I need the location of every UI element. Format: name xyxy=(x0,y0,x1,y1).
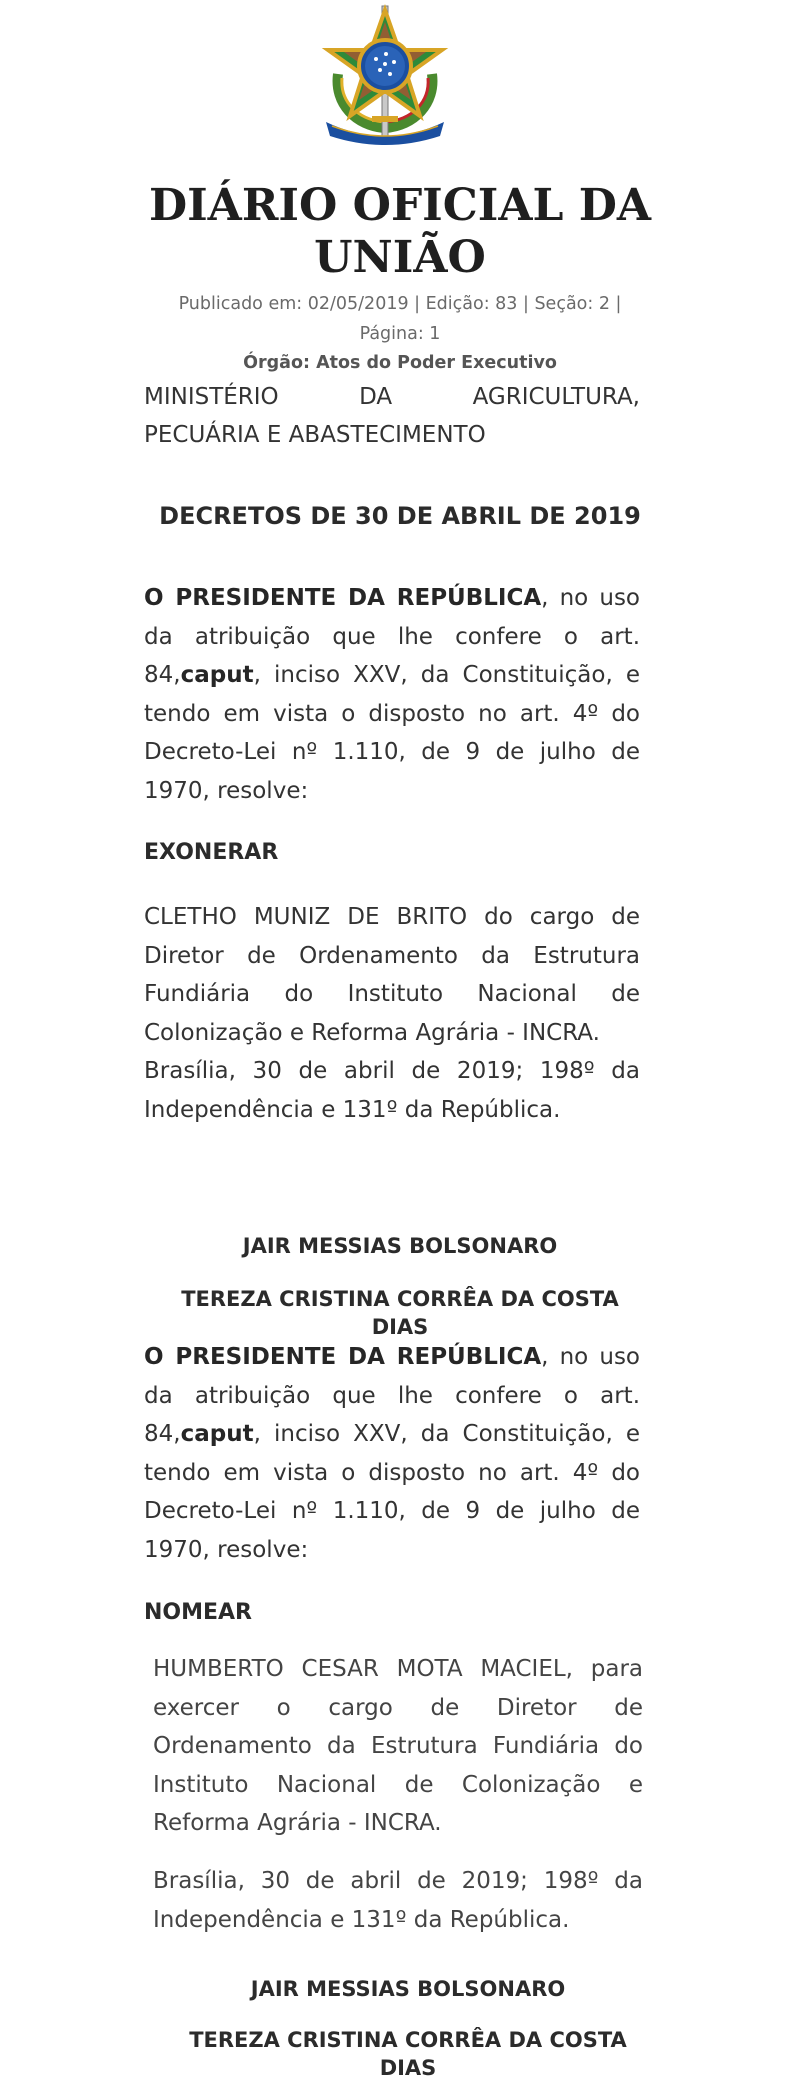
decree2-verb: NOMEAR xyxy=(144,1600,253,1625)
president-label: O PRESIDENTE DA REPÚBLICA xyxy=(144,585,542,611)
ministry-word: MINISTÉRIO xyxy=(144,384,279,410)
decree2-preamble: O PRESIDENTE DA REPÚBLICA, no uso da atribuição que lhe confere o art. 84,caput, inciso XXV, da Constituição, e tendo em vista o disposto no art. 4º do Decreto-Lei nº 1.110, de 9 de julho de 1970, resolve: xyxy=(144,1344,641,1563)
ministry-line2: PECUÁRIA E ABASTECIMENTO xyxy=(144,422,486,448)
publication-meta-line1: Publicado em: 02/05/2019 | Edição: 83 | Seção: 2 | xyxy=(178,294,622,314)
decree-title: DECRETOS DE 30 DE ABRIL DE 2019 xyxy=(159,502,641,530)
president-label: O PRESIDENTE DA REPÚBLICA xyxy=(144,1344,542,1370)
decree1-verb: EXONERAR xyxy=(144,840,279,865)
decree2-closing: Brasília, 30 de abril de 2019; 198º da Independência e 131º da República. xyxy=(153,1868,643,1933)
publication-meta-line2: Página: 1 xyxy=(359,324,441,344)
ministry-word: AGRICULTURA, xyxy=(472,384,640,410)
decree1-closing: Brasília, 30 de abril de 2019; 198º da Independência e 131º da República. xyxy=(144,1058,640,1123)
masthead-title-line2: UNIÃO xyxy=(314,232,486,283)
decree2-signer2: TEREZA CRISTINA CORRÊA DA COSTA DIAS xyxy=(189,2028,627,2080)
decree1-preamble: O PRESIDENTE DA REPÚBLICA, no uso da atribuição que lhe confere o art. 84,caput, inciso XXV, da Constituição, e tendo em vista o disposto no art. 4º do Decreto-Lei nº 1.110, de 9 de julho de 1970, resolve: xyxy=(144,585,641,804)
caput-label: caput xyxy=(180,1421,254,1448)
brazil-coat-of-arms-icon xyxy=(316,4,454,148)
masthead-title-line1: DIÁRIO OFICIAL DA xyxy=(148,180,652,231)
decree2-body: HUMBERTO CESAR MOTA MACIEL, para exercer o cargo de Diretor de Ordenamento da Estrutura Fundiária do Instituto Nacional de Colonização e Reforma Agrária - INCRA. xyxy=(153,1656,643,1837)
decree1-signer1: JAIR MESSIAS BOLSONARO xyxy=(242,1234,558,1258)
decree1-signer2: TEREZA CRISTINA CORRÊA DA COSTA DIAS xyxy=(181,1287,619,1339)
caput-label: caput xyxy=(180,662,254,689)
ministry-line1 xyxy=(144,378,640,416)
organ-label: Órgão: Atos do Poder Executivo xyxy=(243,353,557,373)
ministry-word: DA xyxy=(359,384,393,410)
decree1-body: CLETHO MUNIZ DE BRITO do cargo de Diretor de Ordenamento da Estrutura Fundiária do Instituto Nacional de Colonização e Reforma Agrária - INCRA. xyxy=(144,904,640,1046)
decree2-signer1: JAIR MESSIAS BOLSONARO xyxy=(250,1977,566,2001)
